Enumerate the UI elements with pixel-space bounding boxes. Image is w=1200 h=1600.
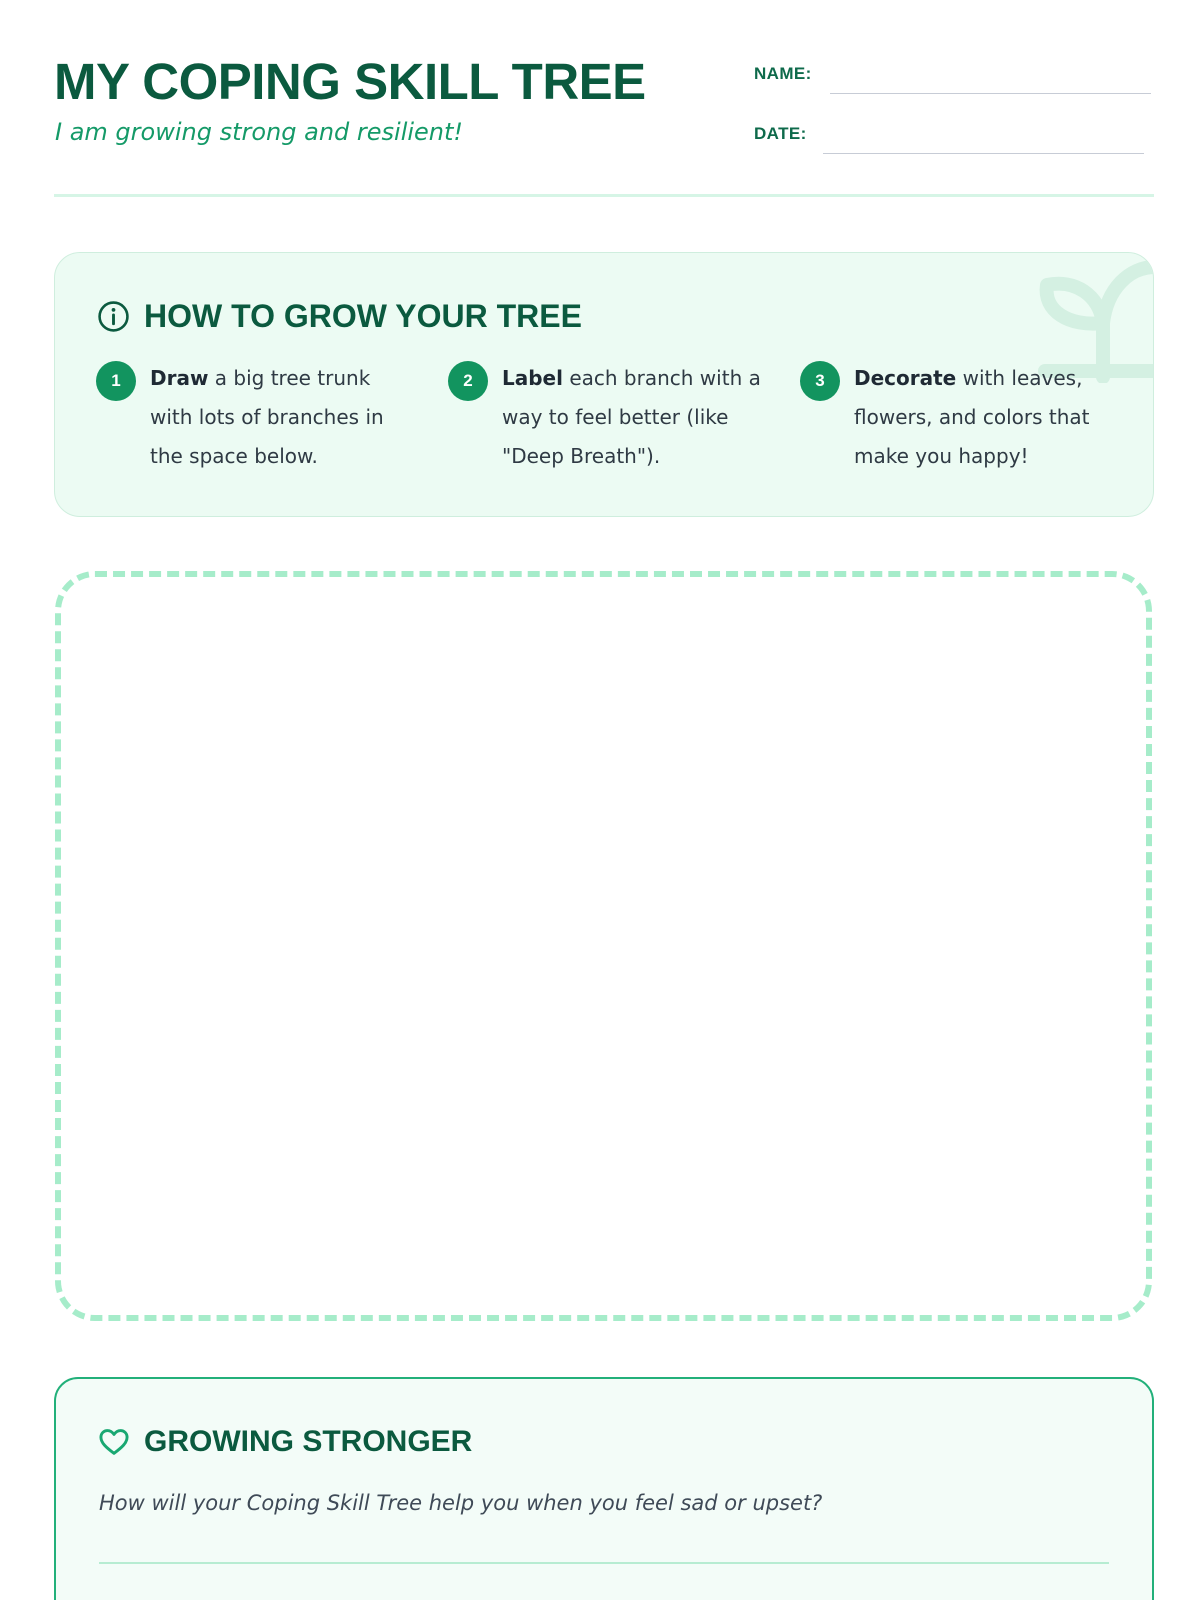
heart-icon	[98, 1426, 130, 1458]
step-keyword: Label	[502, 366, 563, 390]
step-keyword: Draw	[150, 366, 209, 390]
step-description: each branch with a way to feel better (like "Deep Breath").	[502, 366, 761, 468]
page-title: MY COPING SKILL TREE	[54, 53, 646, 110]
instructions-heading	[97, 298, 582, 335]
info-circle-icon	[97, 300, 130, 333]
reflection-question: How will your Coping Skill Tree help you when you feel sad or upset?	[99, 1491, 823, 1515]
step-number-badge: 1	[96, 361, 136, 401]
step-text	[150, 359, 416, 476]
page-subtitle: I am growing strong and resilient!	[55, 118, 464, 146]
name-field[interactable]	[830, 74, 1151, 94]
date-label: DATE:	[754, 124, 807, 143]
step-description: a big tree trunk with lots of branches in the space below.	[150, 366, 384, 468]
step-number-badge: 3	[800, 361, 840, 401]
step-text	[854, 359, 1120, 476]
instructions-card	[54, 252, 1154, 517]
date-field[interactable]	[823, 134, 1144, 154]
tree-drawing-area[interactable]	[55, 571, 1152, 1321]
answer-line[interactable]	[99, 1562, 1109, 1564]
step-keyword: Decorate	[854, 366, 957, 390]
reflection-title: GROWING STRONGER	[144, 1425, 473, 1458]
step-number-badge: 2	[448, 361, 488, 401]
step-description: with leaves, flowers, and colors that make you happy!	[854, 366, 1090, 468]
reflection-heading	[98, 1425, 472, 1459]
reflection-card	[54, 1377, 1154, 1600]
step-text	[502, 359, 768, 476]
name-label: NAME:	[754, 64, 812, 83]
instructions-title: HOW TO GROW YOUR TREE	[144, 298, 582, 334]
header-divider	[54, 194, 1154, 197]
